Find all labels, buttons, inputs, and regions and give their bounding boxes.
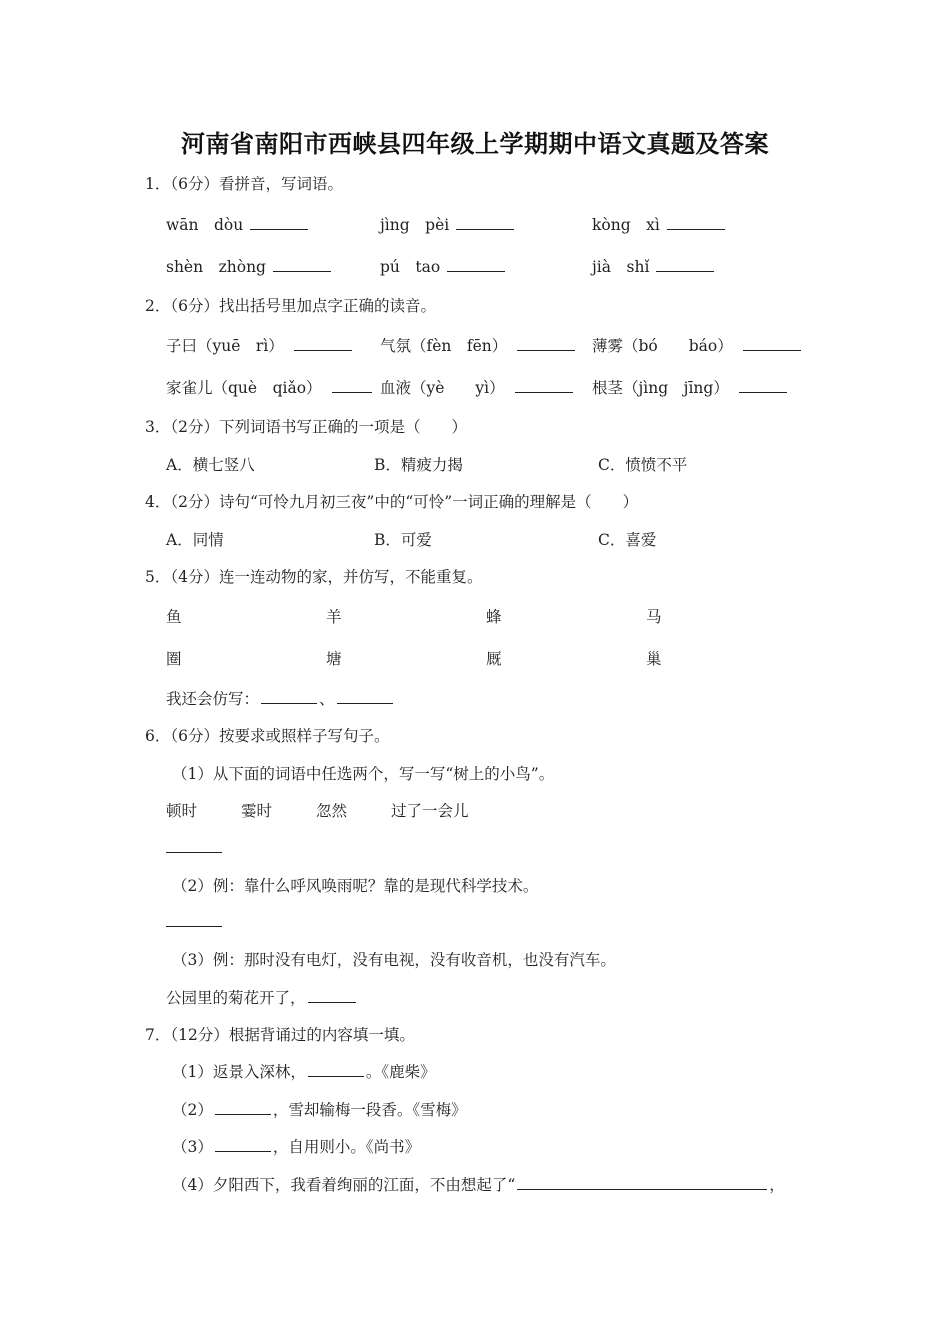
verse-text: ，雪却输梅一段香。《雪梅》	[272, 1101, 467, 1119]
answer-blank[interactable]	[294, 336, 352, 351]
q1-item-4	[166, 257, 333, 277]
q4-option-a[interactable]: A．同情	[166, 531, 224, 549]
home-word[interactable]: 圈	[166, 650, 182, 668]
q6-word-list	[166, 801, 469, 821]
q6-part-2: （2）例：靠什么呼风唤雨呢？靠的是现代科学技术。	[172, 877, 539, 895]
pinyin: jià shǐ	[592, 258, 650, 276]
q2-text: 子曰（yuē rì）	[166, 337, 284, 355]
q6-part-1: （1）从下面的词语中任选两个，写一写“树上的小鸟”。	[172, 765, 555, 783]
question-4-stem: 4．（2分）诗句“可怜九月初三夜”中的“可怜”一词正确的理解是（ ）	[145, 493, 639, 511]
q7-line-1	[172, 1062, 436, 1082]
q2-item-5	[380, 378, 575, 398]
question-1-stem: 1．（6分）看拼音，写词语。	[145, 175, 343, 193]
answer-blank[interactable]	[166, 838, 222, 853]
q1-item-3	[592, 215, 727, 235]
question-2-stem: 2．（6分）找出括号里加点字正确的读音。	[145, 297, 436, 315]
question-3-stem: 3．（2分）下列词语书写正确的一项是（ ）	[145, 418, 467, 436]
pinyin: pú tao	[380, 258, 441, 276]
page-title: 河南省南阳市西峡县四年级上学期期中语文真题及答案	[181, 129, 769, 158]
verse-text: （2）	[172, 1101, 213, 1119]
q7-line-3	[172, 1137, 420, 1157]
question-6-stem: 6．（6分）按要求或照样子写句子。	[145, 727, 390, 745]
q3-option-b[interactable]: B．精疲力揭	[374, 456, 463, 474]
word-option: 忽然	[316, 802, 348, 820]
answer-blank[interactable]	[656, 257, 714, 272]
home-word[interactable]: 巢	[646, 650, 662, 668]
q2-item-1	[166, 336, 354, 356]
answer-blank[interactable]	[215, 1137, 271, 1152]
answer-blank[interactable]	[667, 215, 725, 230]
q1-item-1	[166, 215, 310, 235]
answer-blank[interactable]	[308, 1062, 364, 1077]
animal-word[interactable]: 羊	[326, 608, 342, 626]
answer-blank[interactable]	[308, 988, 356, 1003]
verse-text: （3）	[172, 1138, 213, 1156]
answer-blank[interactable]	[456, 215, 514, 230]
answer-blank[interactable]	[743, 336, 801, 351]
q6-answer-2	[166, 912, 222, 932]
verse-text: 。《鹿柴》	[365, 1063, 436, 1081]
q4-option-c[interactable]: C．喜爱	[598, 531, 657, 549]
answer-blank[interactable]	[215, 1100, 271, 1115]
q2-item-3	[592, 336, 803, 356]
verse-text: （4）夕阳西下，我看着绚丽的江面，不由想起了“	[172, 1176, 516, 1194]
answer-blank[interactable]	[337, 689, 393, 704]
animal-word[interactable]: 蜂	[486, 608, 502, 626]
q6-answer-3	[166, 988, 358, 1008]
verse-text: ，	[769, 1176, 785, 1194]
q3-option-c[interactable]: C．愤愤不平	[598, 456, 688, 474]
q1-item-6	[592, 257, 716, 277]
q2-text: 薄雾（bó báo）	[592, 337, 733, 355]
separator: 、	[319, 690, 335, 708]
answer-blank[interactable]	[250, 215, 308, 230]
q3-option-a[interactable]: A．横七竖八	[166, 456, 255, 474]
q5-imitate-line	[166, 689, 395, 709]
imitate-label: 我还会仿写：	[166, 690, 260, 708]
answer-blank[interactable]	[166, 912, 222, 927]
q7-line-4	[172, 1175, 785, 1195]
word-option: 霎时	[241, 802, 273, 820]
q1-item-2	[380, 215, 516, 235]
pinyin: jìng pèi	[380, 216, 450, 234]
animal-word[interactable]: 鱼	[166, 608, 182, 626]
verse-text: （1）返景入深林，	[172, 1063, 306, 1081]
q2-item-2	[380, 336, 577, 356]
answer-blank[interactable]	[515, 378, 573, 393]
answer-blank[interactable]	[273, 257, 331, 272]
q2-item-4	[166, 378, 374, 398]
answer-blank[interactable]	[517, 1175, 767, 1190]
q2-text: 血液（yè yì）	[380, 379, 505, 397]
answer-blank[interactable]	[517, 336, 575, 351]
q2-item-6	[592, 378, 789, 398]
pinyin: wān dòu	[166, 216, 244, 234]
q2-text: 根茎（jìng jīng）	[592, 379, 729, 397]
q2-text: 气氛（fèn fēn）	[380, 337, 508, 355]
answer-blank[interactable]	[447, 257, 505, 272]
q6-part-3: （3）例：那时没有电灯，没有电视，没有收音机，也没有汽车。	[172, 951, 616, 969]
prompt-text: 公园里的菊花开了，	[166, 989, 306, 1007]
pinyin: kòng xì	[592, 216, 660, 234]
answer-blank[interactable]	[332, 378, 372, 393]
q2-text: 家雀儿（què qiǎo）	[166, 379, 322, 397]
question-5-stem: 5．（4分）连一连动物的家，并仿写，不能重复。	[145, 568, 483, 586]
q7-line-2	[172, 1100, 467, 1120]
animal-word[interactable]: 马	[646, 608, 662, 626]
q4-option-b[interactable]: B．可爱	[374, 531, 432, 549]
question-7-stem: 7．（12分）根据背诵过的内容填一填。	[145, 1026, 415, 1044]
pinyin: shèn zhòng	[166, 258, 266, 276]
q6-answer-1	[166, 838, 222, 858]
word-option: 过了一会儿	[391, 802, 469, 820]
verse-text: ，自用则小。《尚书》	[272, 1138, 421, 1156]
home-word[interactable]: 塘	[326, 650, 342, 668]
word-option: 顿时	[166, 802, 198, 820]
answer-blank[interactable]	[739, 378, 787, 393]
answer-blank[interactable]	[261, 689, 317, 704]
q1-item-5	[380, 257, 507, 277]
home-word[interactable]: 厩	[486, 650, 502, 668]
